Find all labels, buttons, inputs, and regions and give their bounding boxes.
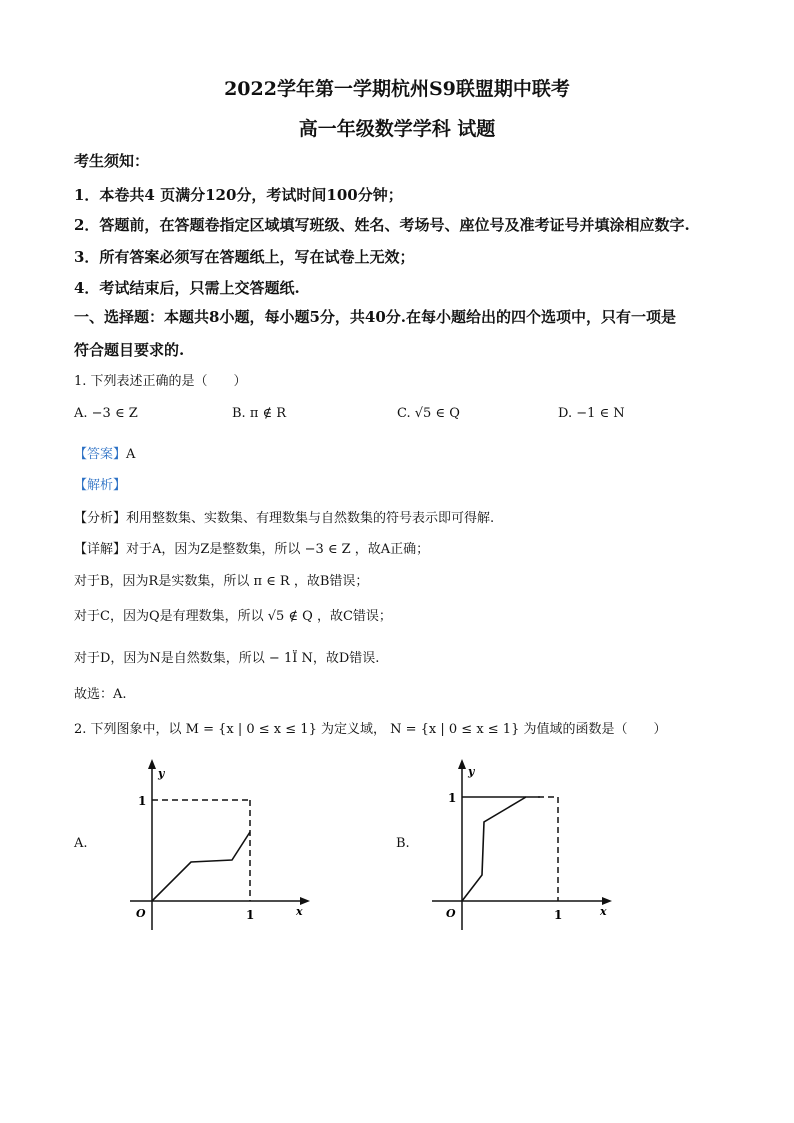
notice-item: 2．答题前，在答题卷指定区域填写班级、姓名、考场号、座位号及准考证号并填涂相应数字. — [74, 216, 690, 234]
section-heading-cont: 符合题目要求的. — [74, 341, 185, 359]
function-curve — [152, 832, 250, 901]
fenxi-line — [74, 507, 494, 526]
question-2-stem: 2. 下列图象中，以 M = {x | 0 ≤ x ≤ 1} 为定义域， N = {x | 0 ≤ x ≤ 1} 为值域的函数是（ ） — [74, 722, 667, 737]
x-arrow-icon — [300, 897, 310, 905]
answer-tag: 【答案】 — [74, 447, 127, 462]
q2-option-b-label: B. — [396, 836, 410, 851]
notice-item: 1．本卷共4 页满分120分，考试时间100分钟； — [74, 186, 403, 204]
y-arrow-icon — [148, 759, 156, 769]
question-1-stem: 1. 下列表述正确的是（ ） — [74, 374, 247, 389]
fenxi-text: 利用整数集、实数集、有理数集与自然数集的符号表示即可得解. — [126, 511, 495, 526]
axes — [432, 763, 608, 930]
y-one-label: 1 — [448, 791, 457, 805]
function-curve — [462, 797, 540, 901]
answer-line — [74, 443, 135, 462]
origin-label: O — [136, 907, 146, 920]
xiangjie-text: 对于A，因为Z是整数集，所以 −3 ∈ Z ，故A正确； — [126, 542, 430, 557]
y-axis-label: y — [158, 767, 165, 780]
analysis-tag: 【解析】 — [74, 478, 127, 493]
exam-title: 2022学年第一学期杭州S9联盟期中联考 — [224, 78, 570, 100]
x-arrow-icon — [602, 897, 612, 905]
notice-heading: 考生须知： — [74, 152, 150, 170]
x-one-label: 1 — [554, 908, 563, 922]
bounding-box-dashed — [538, 797, 558, 901]
notice-item: 4．考试结束后，只需上交答题纸. — [74, 279, 300, 297]
xiangjie-line — [74, 538, 429, 557]
answer-value: A — [126, 447, 136, 462]
notice-item: 3．所有答案必须写在答题纸上，写在试卷上无效； — [74, 248, 415, 266]
q2-option-a-label: A. — [74, 836, 88, 851]
graph-b — [428, 755, 628, 935]
q1-option-d: D. −1 ∈ N — [558, 406, 625, 421]
x-axis-label: x — [600, 905, 607, 918]
explanation-line: 对于D，因为N是自然数集，所以 − 1Ï N，故D错误. — [74, 651, 380, 666]
explanation-line: 对于C，因为Q是有理数集，所以 √5 ∉ Q ，故C错误； — [74, 609, 392, 624]
y-axis-label: y — [468, 765, 475, 778]
axes — [130, 763, 305, 930]
y-arrow-icon — [458, 759, 466, 769]
q1-option-c: C. √5 ∈ Q — [397, 406, 460, 421]
exam-subtitle: 高一年级数学学科 试题 — [298, 118, 496, 140]
explanation-line: 故选：A. — [74, 687, 127, 702]
xiangjie-tag: 【详解】 — [74, 542, 127, 557]
x-axis-label: x — [296, 905, 303, 918]
graph-a — [120, 755, 320, 935]
y-one-label: 1 — [138, 794, 147, 808]
x-one-label: 1 — [246, 908, 255, 922]
fenxi-tag: 【分析】 — [74, 511, 127, 526]
q1-option-b: B. π ∉ R — [232, 406, 287, 421]
q1-option-a: A. −3 ∈ Z — [74, 406, 138, 421]
origin-label: O — [446, 907, 456, 920]
section-heading: 一、选择题：本题共8小题，每小题5分，共40分.在每小题给出的四个选项中，只有一项是 — [74, 308, 676, 326]
explanation-line: 对于B，因为R是实数集，所以 π ∈ R ，故B错误； — [74, 574, 369, 589]
